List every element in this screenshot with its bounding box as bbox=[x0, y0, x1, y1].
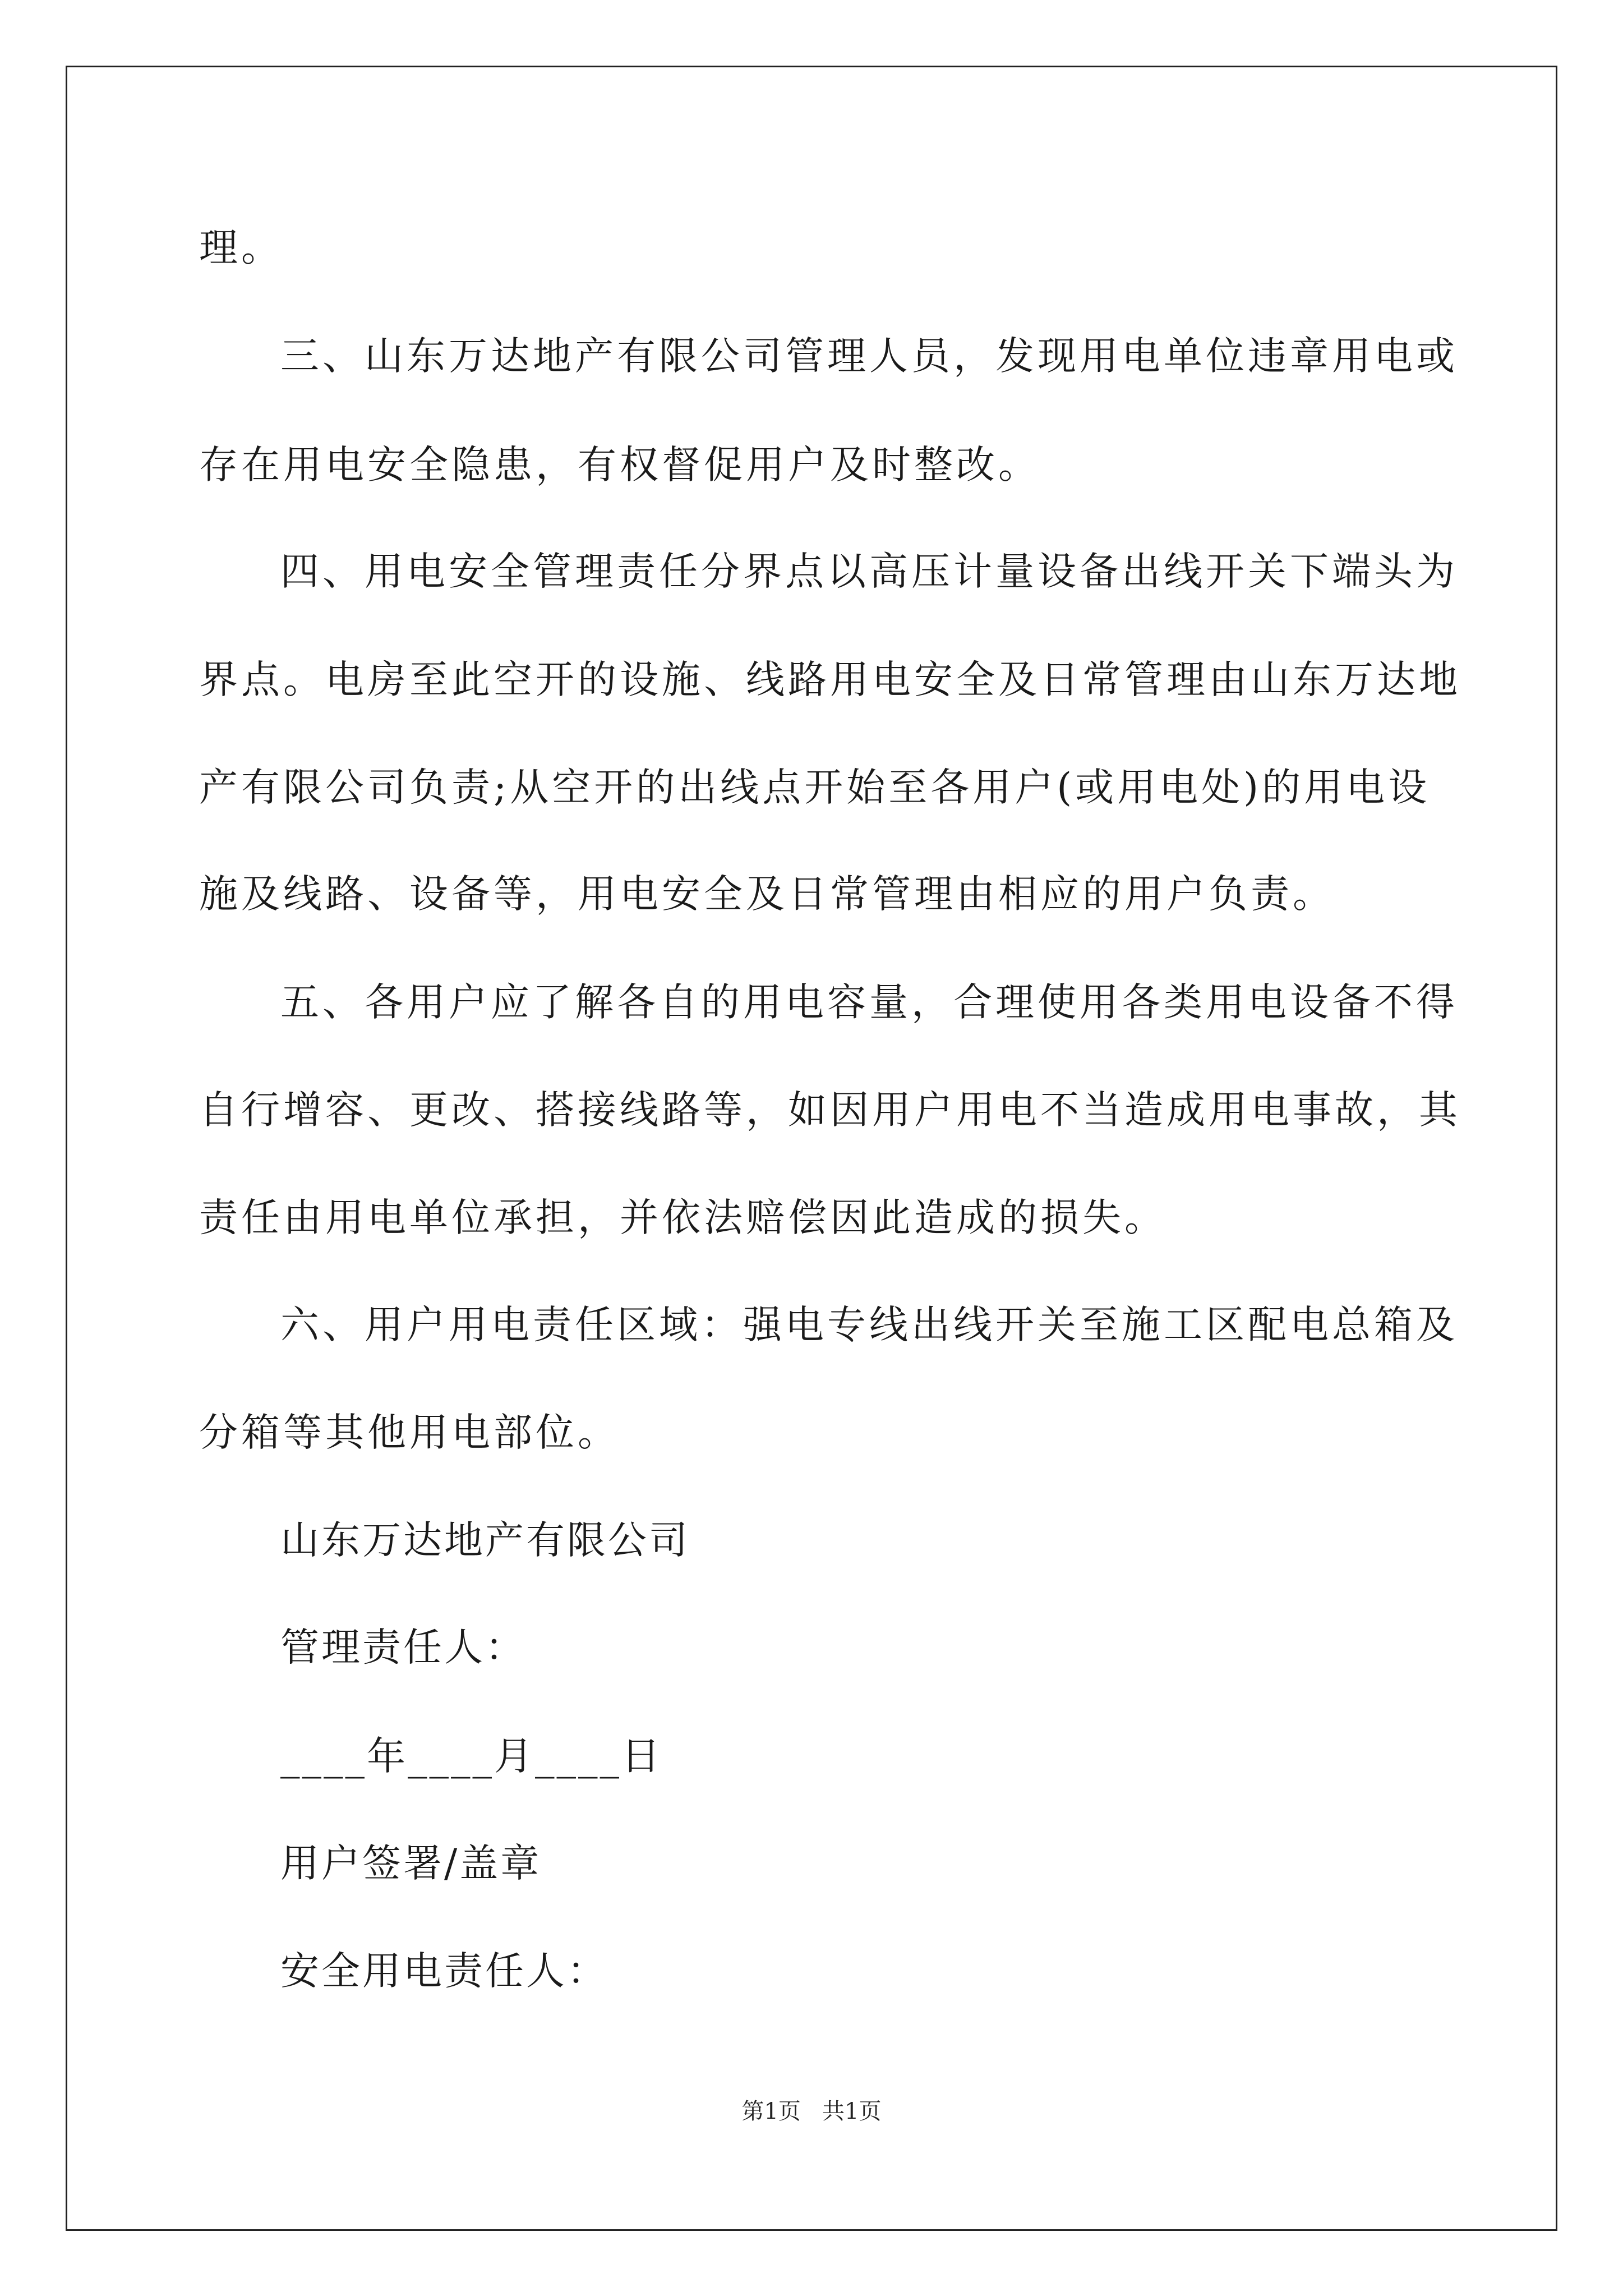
text-line-8: 五、各用户应了解各自的用电容量，合理使用各类用电设备不得 bbox=[280, 980, 1458, 1025]
text-line-6: 产有限公司负责;从空开的出线点开始至各用户(或用电处)的用电设 bbox=[199, 765, 1431, 810]
text-line-3: 存在用电安全隐患，有权督促用户及时整改。 bbox=[199, 443, 1040, 487]
date-field: ____年____月____日 bbox=[280, 1734, 662, 1779]
page-footer: 第1页 共1页 bbox=[741, 2099, 882, 2124]
text-line-10: 责任由用电单位承担，并依法赔偿因此造成的损失。 bbox=[199, 1195, 1166, 1240]
text-line-4: 四、用电安全管理责任分界点以高压计量设备出线开关下端头为 bbox=[280, 549, 1458, 594]
company-name: 山东万达地产有限公司 bbox=[280, 1518, 690, 1563]
text-line-11: 六、用户用电责任区域：强电专线出线开关至施工区配电总箱及 bbox=[280, 1303, 1458, 1347]
manager-label: 管理责任人： bbox=[280, 1625, 526, 1670]
safety-person-label: 安全用电责任人： bbox=[280, 1949, 608, 1994]
text-line-2: 三、山东万达地产有限公司管理人员，发现用电单位违章用电或 bbox=[280, 334, 1458, 379]
text-line-7: 施及线路、设备等，用电安全及日常管理由相应的用户负责。 bbox=[199, 872, 1335, 917]
user-sign-label: 用户签署/盖章 bbox=[280, 1841, 542, 1886]
page-border bbox=[66, 66, 1557, 2231]
text-line-5: 界点。电房至此空开的设施、线路用电安全及日常管理由山东万达地 bbox=[199, 657, 1461, 702]
text-line-12: 分箱等其他用电部位。 bbox=[199, 1410, 620, 1455]
text-line-9: 自行增容、更改、搭接线路等，如因用户用电不当造成用电事故，其 bbox=[199, 1088, 1461, 1133]
text-line-1: 理。 bbox=[199, 226, 283, 270]
